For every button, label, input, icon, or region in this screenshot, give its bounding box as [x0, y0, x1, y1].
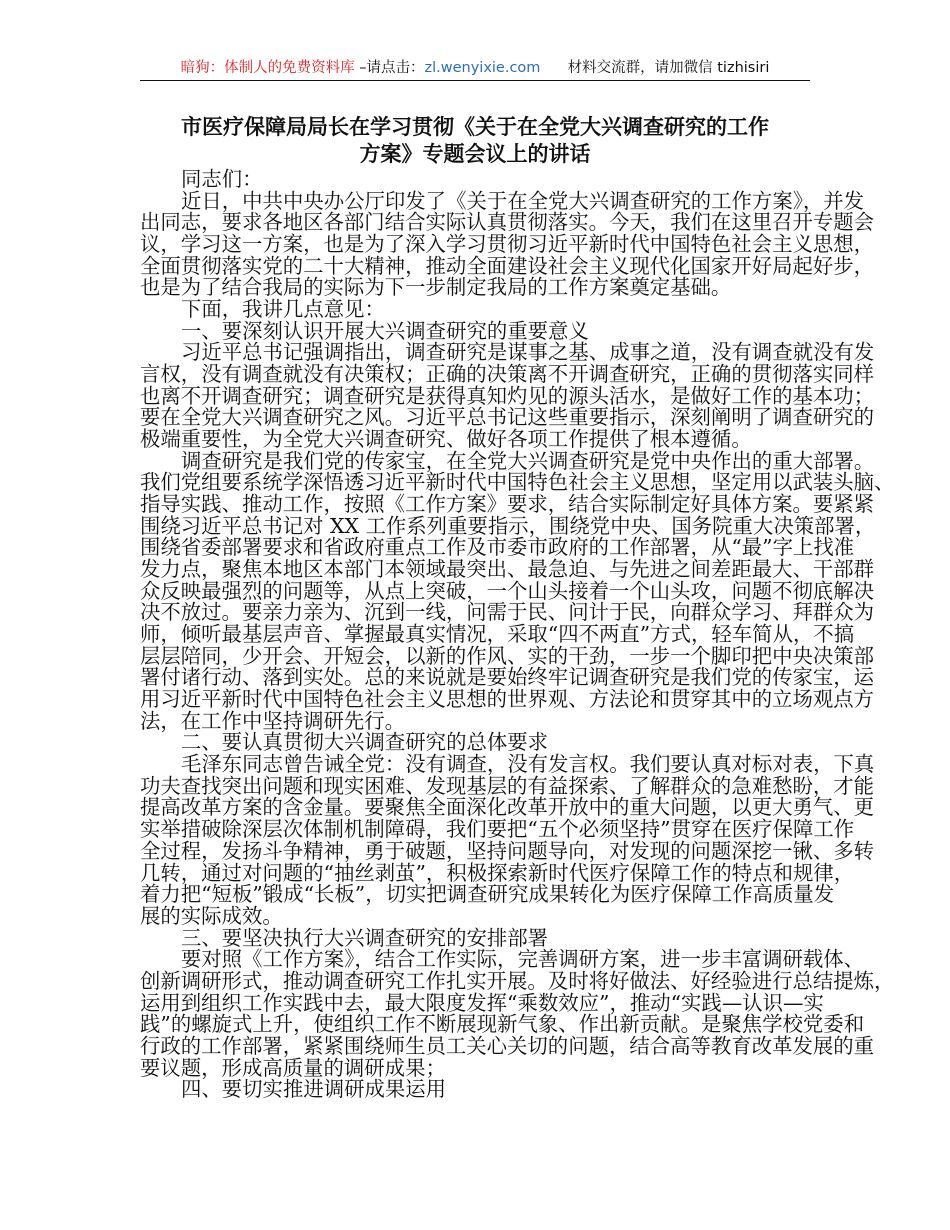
paragraph	[140, 1079, 810, 1101]
paragraph-line: 层层陪同，少开会、开短会，以新的作风、实的干劲，一步一个脚印把中央决策部	[140, 643, 875, 668]
paragraph-line: 下面，我讲几点意见：	[181, 297, 385, 322]
paragraph-line: 行政的工作部署，紧紧围绕师生员工关心关切的问题，结合高等教育改革发展的重	[140, 1033, 875, 1058]
paragraph-line: 我们党组要系统学深悟透习近平新时代中国特色社会主义思想，坚定用以武装头脑、	[140, 470, 895, 495]
paragraph-line: 出同志，要求各地区各部门结合实际认真贯彻落实。今天，我们在这里召开专题会	[140, 210, 875, 235]
paragraph	[140, 752, 875, 928]
paragraph-line: 指导实践、推动工作，按照《工作方案》要求，结合实际制定好具体方案。要紧紧	[140, 492, 875, 517]
paragraph-line: 毛泽东同志曾告诫全党：没有调查，没有发言权。我们要认真对标对表，下真	[181, 752, 875, 777]
paragraph-line: 师，倾听最基层声音、掌握最真实情况，采取“四不两直”方式，轻车简从，不搞	[140, 622, 855, 647]
paragraph-line: 法，在工作中坚持调研先行。	[140, 708, 406, 733]
paragraph-line: 决不放过。要亲力亲为、沉到一线，问需于民、问计于民，向群众学习、拜群众为	[140, 600, 875, 625]
paragraph-line: 要对照《工作方案》，结合工作实际，完善调研方案，进一步丰富调研载体、	[181, 947, 865, 972]
paragraph-line: 同志们：	[181, 167, 263, 191]
document-title	[140, 114, 810, 168]
paragraph-line: 习近平总书记强调指出，调查研究是谋事之基、成事之道，没有调查就没有发	[181, 340, 875, 365]
paragraph-line: 用习近平新时代中国特色社会主义思想的世界观、方法论和贯穿其中的立场观点方	[140, 687, 875, 712]
paragraph-line: 二、要认真贯彻大兴调查研究的总体要求	[181, 730, 549, 755]
paragraph-line: 围绕习近平总书记对 XX 工作系列重要指示，围绕党中央、国务院重大决策部署，	[140, 513, 876, 538]
paragraph-line: 提高改革方案的含金量。要聚焦全面深化改革开放中的重大问题，以更大勇气、更	[140, 795, 875, 820]
paragraph	[140, 299, 810, 321]
paragraph	[140, 732, 810, 754]
paragraph-line: 着力把“短板”锻成“长板”，切实把调查研究成果转化为医疗保障工作高质量发	[140, 882, 835, 907]
paragraph-line: 围绕省委部署要求和省政府重点工作及市委市政府的工作部署，从“最”字上找准	[140, 535, 855, 560]
paragraph-line: 功夫查找突出问题和现实困难、发现基层的有益探索、了解群众的急难愁盼，才能	[140, 773, 875, 798]
header-link[interactable]: zl.wenyixie.com	[424, 60, 541, 76]
paragraph-line: 几转，通过对问题的“抽丝剥茧”，积极探索新时代医疗保障工作的特点和规律，	[140, 860, 855, 885]
header-contact: 材料交流群，请加微信 tizhisiri	[567, 60, 770, 76]
title-line-2: 方案》专题会议上的讲话	[359, 142, 591, 166]
paragraph-line: 言权，没有调查就没有决策权；正确的决策离不开调查研究，正确的贯彻落实同样	[140, 362, 875, 387]
paragraph-line: 全过程，发扬斗争精神，勇于破题，坚持问题导向，对发现的问题深挖一锹、多转	[140, 838, 875, 863]
paragraph-line: 实举措破除深层次体制机制障碍，我们要把“五个必须坚持”贯穿在医疗保障工作	[140, 817, 855, 842]
paragraph-line: 也离不开调查研究；调查研究是获得真知灼见的源头活水，是做好工作的基本功；	[140, 383, 875, 408]
paragraph	[140, 947, 895, 1080]
paragraph-line: 也是为了结合我局的实际为下一步制定我局的工作方案奠定基础。	[140, 275, 732, 300]
header-divider	[140, 80, 810, 81]
header-prompt: –请点击：	[359, 60, 425, 76]
page-header	[140, 57, 810, 79]
paragraph	[140, 340, 875, 452]
paragraph-line: 全面贯彻落实党的二十大精神，推动全面建设社会主义现代化国家开好局起好步，	[140, 253, 875, 278]
paragraph-line: 要在全党大兴调查研究之风。习近平总书记这些重要指示，深刻阐明了调查研究的	[140, 405, 875, 430]
paragraph	[140, 925, 810, 950]
paragraph-line: 展的实际成效。	[140, 903, 283, 928]
paragraph-line: 践”的螺旋式上升，使组织工作不断展现新气象、作出新贡献。是聚焦学校党委和	[140, 1012, 865, 1037]
paragraph	[140, 169, 810, 191]
document-body	[140, 167, 895, 1102]
paragraph-line: 四、要切实推进调研成果运用	[181, 1077, 447, 1102]
paragraph	[140, 188, 875, 300]
paragraph-line: 运用到组织工作实践中去，最大限度发挥“乘数效应”，推动“实践—认识—实	[140, 990, 824, 1015]
paragraph-line: 一、要深刻认识开展大兴调查研究的重要意义	[181, 318, 589, 343]
paragraph-line: 三、要坚决执行大兴调查研究的安排部署	[181, 925, 549, 950]
paragraph	[140, 448, 895, 733]
paragraph-line: 众反映最强烈的问题等，从点上突破，一个山头接着一个山头攻，问题不彻底解决	[140, 578, 875, 603]
paragraph-line: 议，学习这一方案，也是为了深入学习贯彻习近平新时代中国特色社会主义思想，	[140, 232, 875, 257]
paragraph-line: 极端重要性，为全党大兴调查研究、做好各项工作提供了根本遵循。	[140, 427, 752, 452]
paragraph-line: 创新调研形式，推动调查研究工作扎实开展。及时将好做法、好经验进行总结提炼，	[140, 968, 895, 993]
paragraph	[140, 318, 810, 343]
paragraph-line: 近日，中共中央办公厅印发了《关于在全党大兴调查研究的工作方案》，并发	[181, 188, 865, 213]
header-brand: 暗狗：体制人的免费资料库	[180, 60, 355, 76]
paragraph-line: 署付诸行动、落到实处。总的来说就是要始终牢记调查研究是我们党的传家宝，运	[140, 665, 875, 690]
paragraph-line: 调查研究是我们党的传家宝，在全党大兴调查研究是党中央作出的重大部署。	[181, 448, 875, 473]
paragraph-line: 要议题，形成高质量的调研成果；	[140, 1055, 446, 1080]
title-line-1: 市医疗保障局局长在学习贯彻《关于在全党大兴调查研究的工作	[181, 115, 769, 139]
paragraph-line: 发力点，聚焦本地区本部门本领域最突出、最急迫、与先进之间差距最大、干部群	[140, 557, 875, 582]
